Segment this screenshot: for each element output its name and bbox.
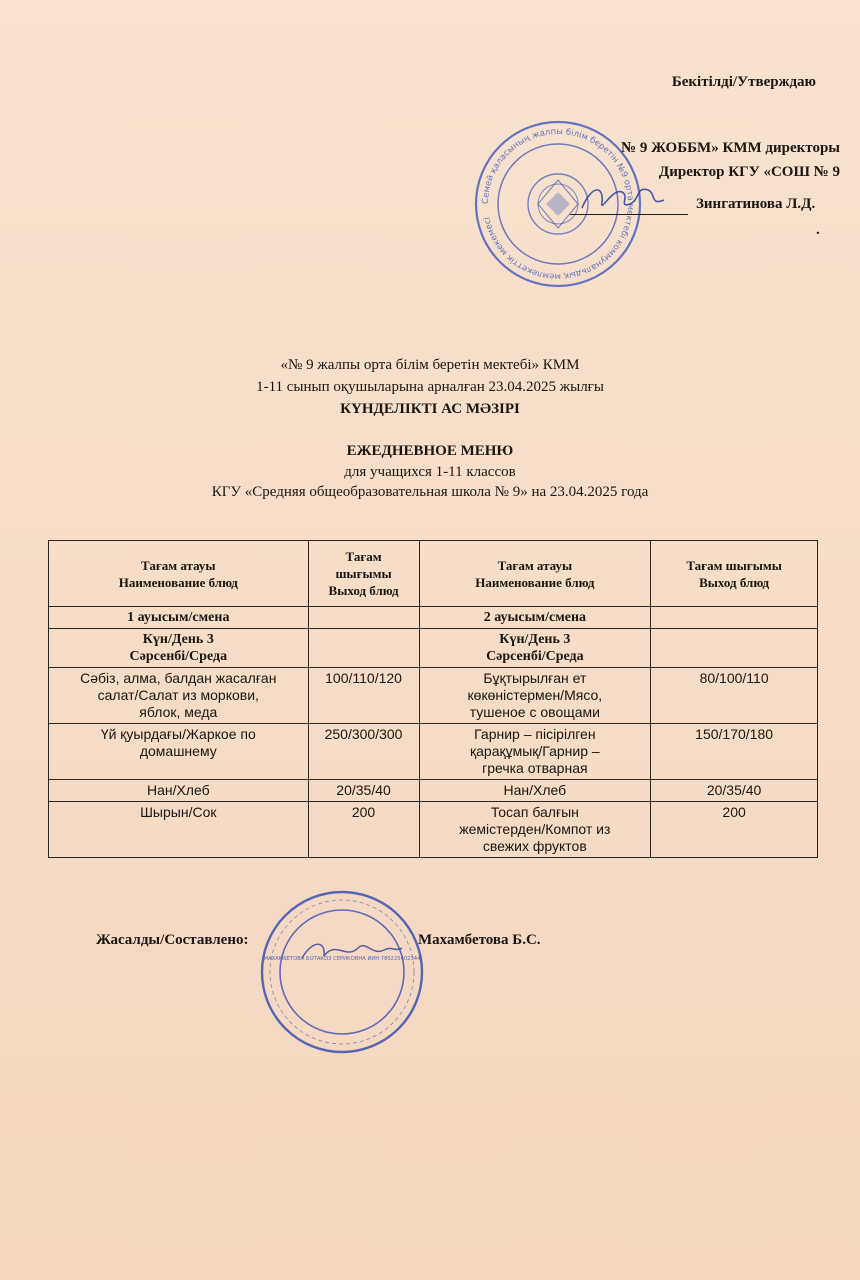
table-row (49, 780, 818, 802)
output-2-cell: 20/35/40 (651, 780, 818, 802)
day-1-cell: Күн/День 3 Сәрсенбі/Среда (49, 629, 309, 668)
composer-label: Жасалды/Составлено: (96, 932, 249, 948)
personal-stamp-text: МАХАМБЕТОВА БОТАКОЗ СЕРИКОВНА ИИН 780225402344 (263, 956, 421, 962)
header-dish-name-1: Тағам атауы Наименование блюд (49, 541, 309, 607)
output-1-cell: 20/35/40 (308, 780, 419, 802)
output-1-cell: 100/110/120 (308, 668, 419, 724)
shift-1-cell: 1 ауысым/смена (49, 607, 309, 629)
output-2-cell: 150/170/180 (651, 724, 818, 780)
dish-2-cell: Бұқтырылған ет көкөністермен/Мясо, тушеное с овощами (419, 668, 651, 724)
dish-1-cell: Шырын/Сок (49, 802, 309, 858)
dish-2-cell: Тосап балғын жемістерден/Компот из свежих фруктов (419, 802, 651, 858)
director-signature-icon (578, 178, 670, 218)
empty-cell (651, 629, 818, 668)
day-row (49, 629, 818, 668)
shift-row (49, 607, 818, 629)
shift-2-cell: 2 ауысым/смена (419, 607, 651, 629)
personal-stamp-icon (258, 888, 426, 1056)
menu-table (48, 540, 818, 858)
output-1-cell: 250/300/300 (308, 724, 419, 780)
director-name: Зингатинова Л.Д. (696, 196, 816, 212)
director-ru: Директор КГУ «СОШ № 9 (658, 164, 840, 180)
header-output-2: Тағам шығымы Выход блюд (651, 541, 818, 607)
menu-title-ru: ЕЖЕДНЕВНОЕ МЕНЮ (346, 443, 514, 459)
director-kz: № 9 ЖОББМ» КММ директоры (621, 140, 840, 156)
output-2-cell: 200 (651, 802, 818, 858)
header-output-1: Тағам шығымы Выход блюд (308, 541, 419, 607)
composer-signature-icon (296, 930, 406, 970)
output-1-cell: 200 (308, 802, 419, 858)
approval-heading: Бекітілді/Утверждаю (671, 74, 816, 90)
dish-1-cell: Үй қуырдағы/Жаркое по домашнему (49, 724, 309, 780)
table-row (49, 724, 818, 780)
dish-2-cell: Нан/Хлеб (419, 780, 651, 802)
students-line-ru: для учащихся 1-11 классов (344, 464, 516, 480)
menu-title-kz: КҮНДЕЛІКТІ АС МӘЗІРІ (340, 401, 520, 417)
school-name-kz: «№ 9 жалпы орта білім беретін мектебі» КММ (280, 357, 580, 373)
output-2-cell: 80/100/110 (651, 668, 818, 724)
dish-2-cell: Гарнир – пісірілген қарақұмық/Гарнир – гречка отварная (419, 724, 651, 780)
dish-1-cell: Нан/Хлеб (49, 780, 309, 802)
table-header-row (49, 541, 818, 607)
students-line-kz: 1-11 сынып оқушыларына арналған 23.04.2025 жылғы (256, 379, 604, 395)
header-dish-name-2: Тағам атауы Наименование блюд (419, 541, 651, 607)
empty-cell (308, 629, 419, 668)
table-row (49, 802, 818, 858)
day-2-cell: Күн/День 3 Сәрсенбі/Среда (419, 629, 651, 668)
table-row (49, 668, 818, 724)
dot-mark: . (816, 222, 820, 238)
director-block (621, 136, 840, 184)
empty-cell (651, 607, 818, 629)
empty-cell (308, 607, 419, 629)
composer-name: Махамбетова Б.С. (418, 932, 541, 948)
school-name-ru: КГУ «Средняя общеобразовательная школа № 9» на 23.04.2025 года (211, 484, 649, 500)
school-stamp-text: Семей қаласының жалпы білім беретін №9 орта мектебі коммунальдық мемлекеттік мекемесі (480, 126, 636, 282)
dish-1-cell: Сәбіз, алма, балдан жасалған салат/Салат из моркови, яблок, меда (49, 668, 309, 724)
